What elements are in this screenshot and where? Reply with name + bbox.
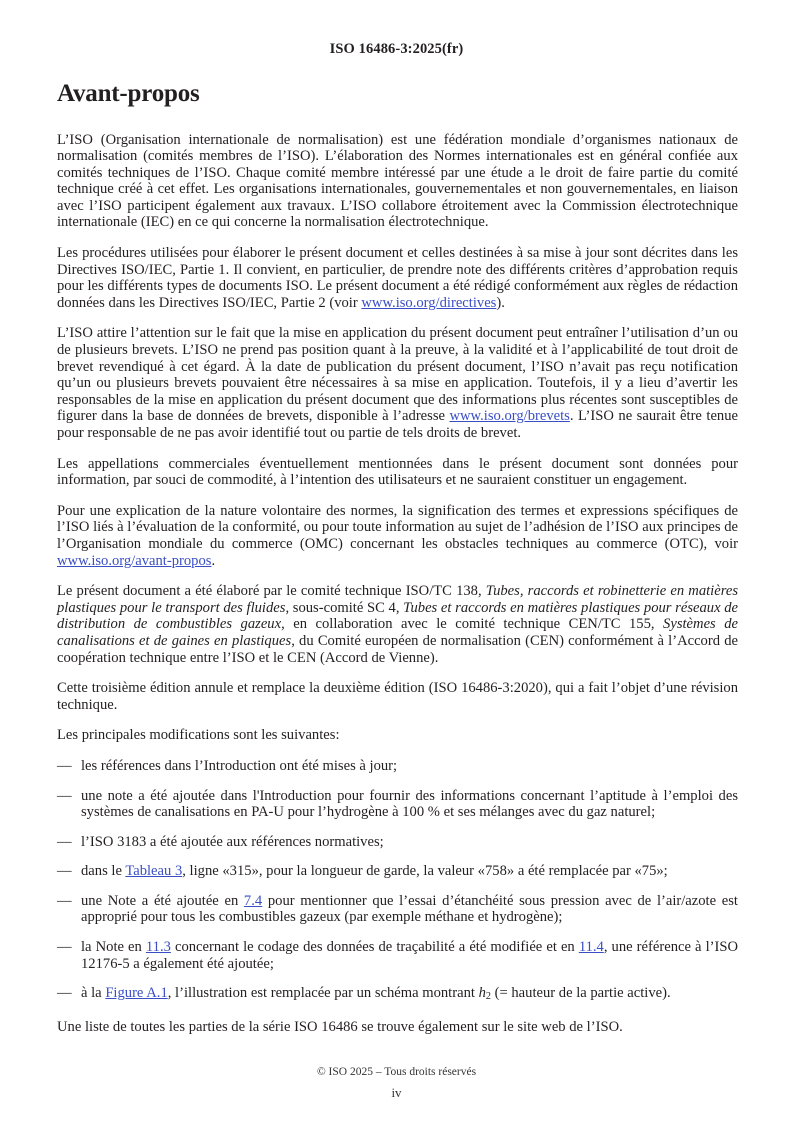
running-head: ISO 16486-3:2025(fr) [329,41,464,57]
list-item-text-2: pour mentionner que l’essai d’étanchéité sous pression avec de l’air/azote est approprié pour tous les combustibles gazeux (par exemple méthane et hydrogène); [81,892,738,926]
paragraph-voluntary-text-after: . [211,552,216,569]
paragraph-committee [57,583,738,666]
list-item-text: une Note a été ajoutée en [81,892,244,909]
list-item-text: l’ISO 3183 a été ajoutée aux références normatives; [81,833,384,850]
committee-text-2: , sous-comité SC 4, [285,599,404,616]
committee-title-tc138: Tubes, raccords et robinetterie en matières plastiques pour le transport des fluides [57,583,739,616]
paragraph-patents-text-before: L’ISO attire l’attention sur le fait que la mise en application du présent document peut entraîner l’utilisation d’un ou de plusieurs brevets. L’ISO ne prend pas position quant à la preuve, à la validité et à l’applicabilité de tout droit de brevet revendiqué à cet égard. À la date de publication du présent document, l’ISO n’avait pas reçu notification qu’un ou plusieurs brevets pouvaient être nécessaires à sa mise en application. Toutefois, il y a lieu d’avertir les responsables de la mise en application du présent document que des informations plus récentes sont susceptibles de figurer dans la base de données de brevets, disponible à l’adresse [57,325,738,425]
paragraph-procedures [57,245,738,311]
list-item [57,758,738,775]
list-item [57,939,738,972]
paragraph-patents-text-after: . L’ISO ne saurait être tenue pour responsable de ne pas avoir identifié tout ou partie de tels droits de brevet. [57,408,738,441]
em-dash-marker: — [57,939,72,956]
paragraph-voluntary-text-before: Pour une explication de la nature volontaire des normes, la signification des termes et expressions spécifiques de l’ISO liés à l’évaluation de la conformité, ou pour toute information au sujet de l’adhésion de l’ISO aux principes de l’Organisation mondiale du commerce (OMC) concernant les obstacles techniques au commerce (OTC), voir [57,502,738,552]
link-iso-avant-propos[interactable]: www.iso.org/avant-propos [57,552,212,569]
committee-text-4: , du Comité européen de normalisation (CEN) conformément à l’Accord de coopération technique entre l’ISO et le CEN (Accord de Vienne). [57,632,738,666]
list-item-text-3: , une référence à l’ISO 12176-5 a également été ajoutée; [81,939,739,972]
list-item [57,863,738,880]
paragraph-trade-names: Les appellations commerciales éventuellement mentionnées dans le présent document sont données pour information, par souci de commodité, à l’intention des utilisateurs et ne sauraient constituer un engagement. [57,455,738,489]
committee-title-sc4: Tubes et raccords en matières plastiques pour réseaux de distribution de combustibles gazeux [57,599,739,633]
paragraph-series-list: Une liste de toutes les parties de la série ISO 16486 se trouve également sur le site web de l’ISO. [57,1019,623,1036]
committee-title-cen-tc155: Systèmes de canalisations et de gaines en plastiques [57,616,738,649]
link-clause-11-4[interactable]: 11.4 [578,939,604,956]
link-figure-a1[interactable]: Figure A.1 [105,985,168,1002]
em-dash-marker: — [57,892,72,909]
list-item-text: une note a été ajoutée dans l'Introduction pour fournir des informations concernant l’aptitude à l’emploi des systèmes de canalisations en PA-U pour l’hydrogène à 100 % et ses mélanges avec du gaz naturel; [81,787,738,821]
committee-text-3: , en collaboration avec le comité technique CEN/TC 155, [281,616,664,633]
footer-copyright: © ISO 2025 – Tous droits réservés [316,1066,477,1078]
changes-list [57,758,738,1006]
list-item-text-2: concernant le codage des données de traçabilité a été modifiée et en [170,939,579,956]
document-content [57,80,738,1050]
em-dash-marker: — [57,787,72,804]
list-item-text-2: , ligne «315», pour la longueur de garde, la valeur «758» a été remplacée par «75»; [182,863,668,880]
link-iso-brevets[interactable]: www.iso.org/brevets [449,408,570,425]
link-clause-7-4[interactable]: 7.4 [243,892,263,909]
list-item-text-3: (= hauteur de la partie active). [490,985,671,1002]
paragraph-patents [57,325,738,441]
em-dash-marker: — [57,833,72,850]
list-item-text: la Note en [81,939,146,956]
em-dash-marker: — [57,863,72,880]
link-iso-directives[interactable]: www.iso.org/directives [361,294,497,311]
variable-h-subscript: 2 [485,991,491,1003]
list-item-text: dans le [81,863,126,880]
list-item-text-2: , l’illustration est remplacée par un schéma montrant [167,985,479,1002]
paragraph-edition: Cette troisième édition annule et remplace la deuxième édition (ISO 16486-3:2020), qui a fait l’objet d’une révision technique. [57,680,738,713]
committee-text-1: Le présent document a été élaboré par le comité technique ISO/TC 138, [57,583,486,600]
paragraph-iso-description: L’ISO (Organisation internationale de normalisation) est une fédération mondiale d’organismes nationaux de normalisation (comités membres de l’ISO). L’élaboration des Normes internationales est en général confiée aux comités techniques de l’ISO. Chaque comité membre intéressé par une étude a le droit de faire partie du comité technique créé à cet effet. Les organisations internationales, gouvernementales et non gouvernementales, en liaison avec l’ISO participent également aux travaux. L’ISO collabore étroitement avec la Commission électrotechnique internationale (IEC) en ce qui concerne la normalisation électrotechnique. [57,131,738,231]
paragraph-changes-intro: Les principales modifications sont les suivantes: [57,727,340,744]
variable-h: h [478,985,486,1002]
link-tableau-3[interactable]: Tableau 3 [125,863,183,880]
footer-page-number: iv [391,1085,402,1100]
list-item-text: les références dans l’Introduction ont été mises à jour; [81,757,398,774]
em-dash-marker: — [57,757,72,774]
link-clause-11-3[interactable]: 11.3 [145,939,171,956]
paragraph-procedures-text-before: Les procédures utilisées pour élaborer le présent document et celles destinées à sa mise à jour sont décrites dans les Directives ISO/IEC, Partie 1. Il convient, en particulier, de prendre note des différents critères d’approbation requis pour les différents types de documents ISO. Le présent document a été rédigé conformément aux règles de rédaction données dans les Directives ISO/IEC, Partie 2 (voir [57,245,738,311]
list-item [57,893,738,926]
em-dash-marker: — [57,985,72,1002]
list-item [57,788,738,821]
list-item [57,985,738,1006]
page-title: Avant-propos [57,80,200,107]
paragraph-procedures-text-after: ). [496,294,505,311]
list-item [57,834,738,851]
list-item-text: à la [81,985,106,1002]
paragraph-voluntary-nature [57,503,738,569]
